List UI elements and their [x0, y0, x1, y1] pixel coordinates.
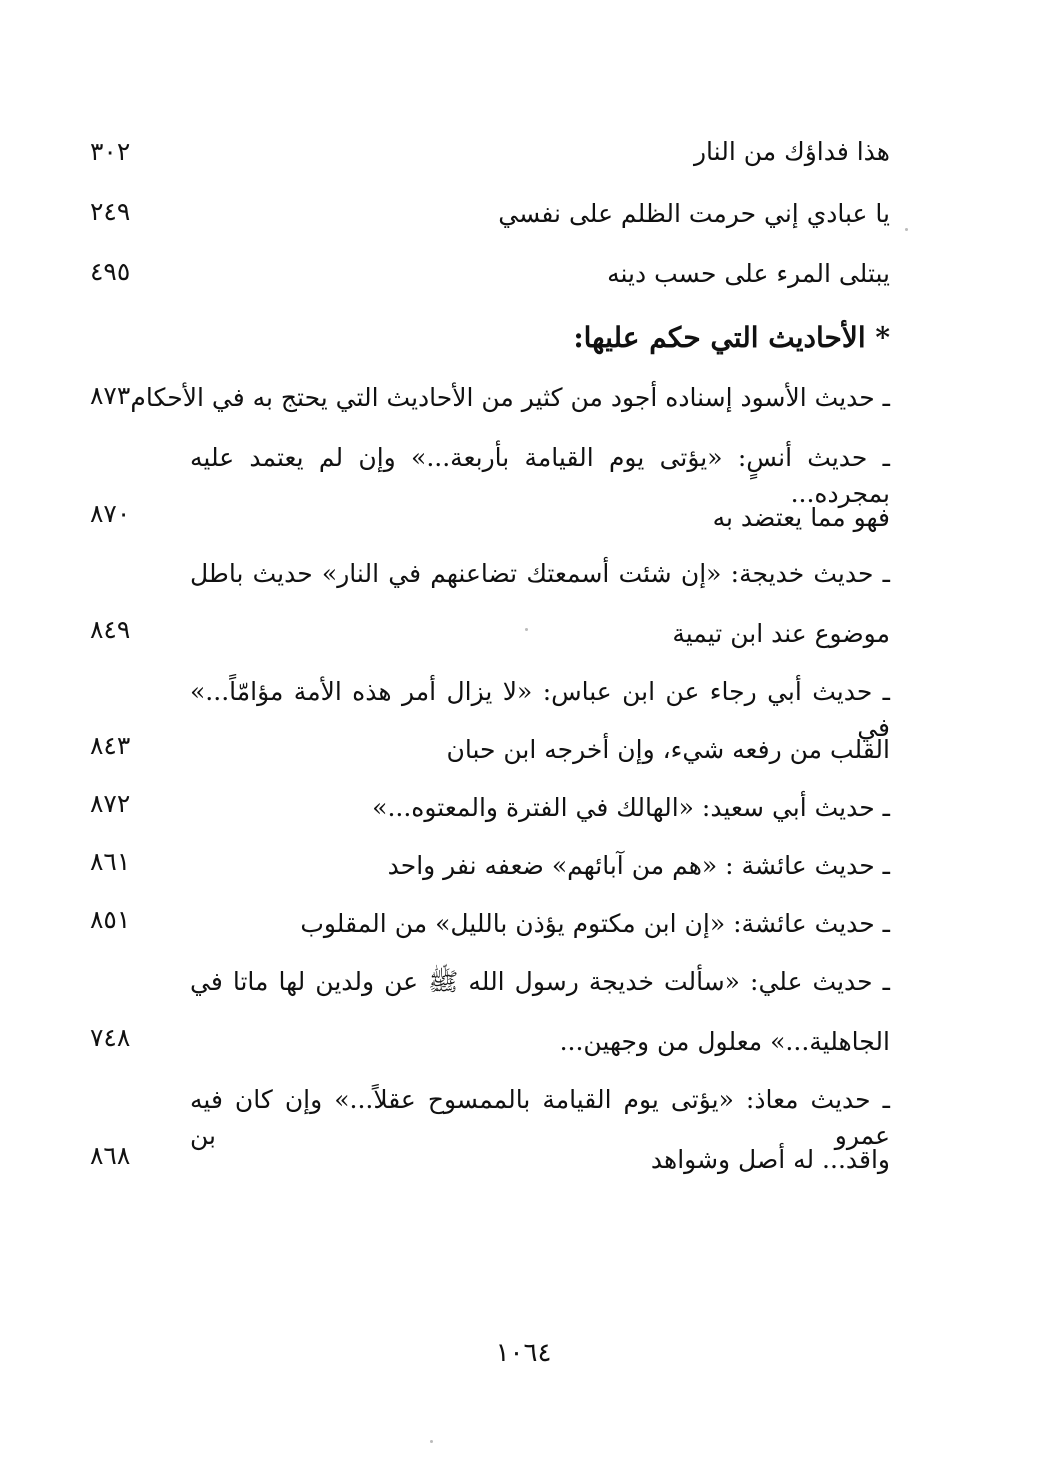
judged-entry-line: ـ حديث عائشة : «هم من آبائهم» ضعفه نفر واحد — [387, 851, 890, 880]
judged-entry-page: ٨٧٢ — [90, 789, 131, 818]
index-entry-text: هذا فداؤك من النار — [693, 137, 890, 166]
section-heading: * الأحاديث التي حكم عليها: — [573, 321, 890, 354]
judged-entry-line: ـ حديث أبي سعيد: «الهالك في الفترة والمعتوه...» — [372, 793, 890, 822]
scan-speck — [525, 628, 528, 631]
index-entry-page: ٤٩٥ — [90, 257, 131, 286]
page-number: ١٠٦٤ — [495, 1338, 552, 1368]
judged-entry-line: الجاهلية...» معلول من وجهين... — [559, 1027, 890, 1056]
index-entry-text: يا عبادي إني حرمت الظلم على نفسي — [498, 199, 890, 228]
judged-entry-page: ٨٥١ — [90, 905, 131, 934]
judged-entry-page: ٧٤٨ — [90, 1023, 131, 1052]
judged-entry-line: ـ حديث عائشة: «إن ابن مكتوم يؤذن بالليل» من المقلوب — [300, 909, 890, 938]
judged-entry-page: ٨٧٣ — [90, 381, 131, 410]
index-entry-page: ٣٠٢ — [90, 137, 131, 166]
judged-entry-line: القلب من رفعه شيء، وإن أخرجه ابن حبان — [446, 735, 890, 764]
judged-entry-page: ٨٤٩ — [90, 615, 131, 644]
judged-entry-line: واقد... له أصل وشواهد — [650, 1145, 890, 1174]
judged-entry-line: موضوع عند ابن تيمية — [672, 619, 890, 648]
scan-speck — [430, 1440, 433, 1443]
scan-speck — [905, 228, 908, 231]
judged-entry-line: ـ حديث علي: «سألت خديجة رسول الله ﷺ عن ولدين لها ماتا في — [190, 967, 890, 996]
judged-entry-line: فهو مما يعتضد به — [712, 503, 890, 532]
judged-entry-line: ـ حديث أنسٍ: «يؤتى يوم القيامة بأربعة...» وإن لم يعتمد عليه بمجرده... — [190, 443, 890, 508]
judged-entry-line: ـ حديث خديجة: «إن شئت أسمعتك تضاعنهم في النار» حديث باطل — [190, 559, 890, 588]
judged-entry-line: ـ حديث الأسود إسناده أجود من كثير من الأحاديث التي يحتج به في الأحكام — [130, 383, 890, 412]
index-entry-page: ٢٤٩ — [90, 197, 131, 226]
judged-entry-line: ـ حديث أبي رجاء عن ابن عباس: «لا يزال أمر هذه الأمة مؤامّاً...» في — [190, 677, 890, 742]
index-entry-text: يبتلى المرء على حسب دينه — [607, 259, 890, 288]
judged-entry-page: ٨٤٣ — [90, 731, 131, 760]
judged-entry-page: ٨٦٨ — [90, 1141, 131, 1170]
judged-entry-line: ـ حديث معاذ: «يؤتى يوم القيامة بالممسوح عقلاً...» وإن كان فيه عمرو بن — [190, 1085, 890, 1150]
judged-entry-page: ٨٦١ — [90, 847, 131, 876]
judged-entry-page: ٨٧٠ — [90, 499, 131, 528]
